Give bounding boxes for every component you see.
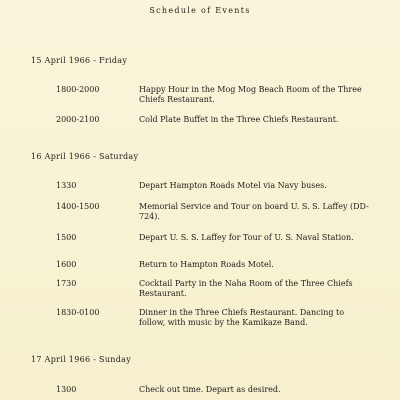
event-description: Happy Hour in the Mog Mog Beach Room of the Three Chiefs Restaurant. <box>139 85 362 104</box>
day-heading-saturday: 16 April 1966 - Saturday <box>31 152 139 161</box>
event-description: Cocktail Party in the Naha Room of the Three Chiefs Restaurant. <box>139 279 353 298</box>
event-time: 1400-1500 <box>56 202 100 211</box>
event-time: 1800-2000 <box>56 85 100 94</box>
event-time: 1600 <box>56 260 77 269</box>
event-time: 1500 <box>56 233 77 242</box>
event-time: 1730 <box>56 279 77 288</box>
event-description: Check out time. Depart as desired. <box>139 385 281 394</box>
event-time: 1330 <box>56 181 77 190</box>
event-time: 1830-0100 <box>56 308 100 317</box>
event-description: Depart U. S. S. Laffey for Tour of U. S. Naval Station. <box>139 233 354 242</box>
day-heading-friday: 15 April 1966 - Friday <box>31 56 128 65</box>
event-description: Depart Hampton Roads Motel via Navy buses. <box>139 181 327 190</box>
page-title: Schedule of Events <box>149 6 251 15</box>
event-description: Memorial Service and Tour on board U. S. S. Laffey (DD-724). <box>139 202 369 221</box>
event-time: 1300 <box>56 385 77 394</box>
event-description: Cold Plate Buffet in the Three Chiefs Restaurant. <box>139 115 339 124</box>
event-description: Return to Hampton Roads Motel. <box>139 260 274 269</box>
day-heading-sunday: 17 April 1966 - Sunday <box>31 355 132 364</box>
event-time: 2000-2100 <box>56 115 100 124</box>
event-description: Dinner in the Three Chiefs Restaurant. Dancing to follow, with music by the Kamikaze Band. <box>139 308 345 327</box>
